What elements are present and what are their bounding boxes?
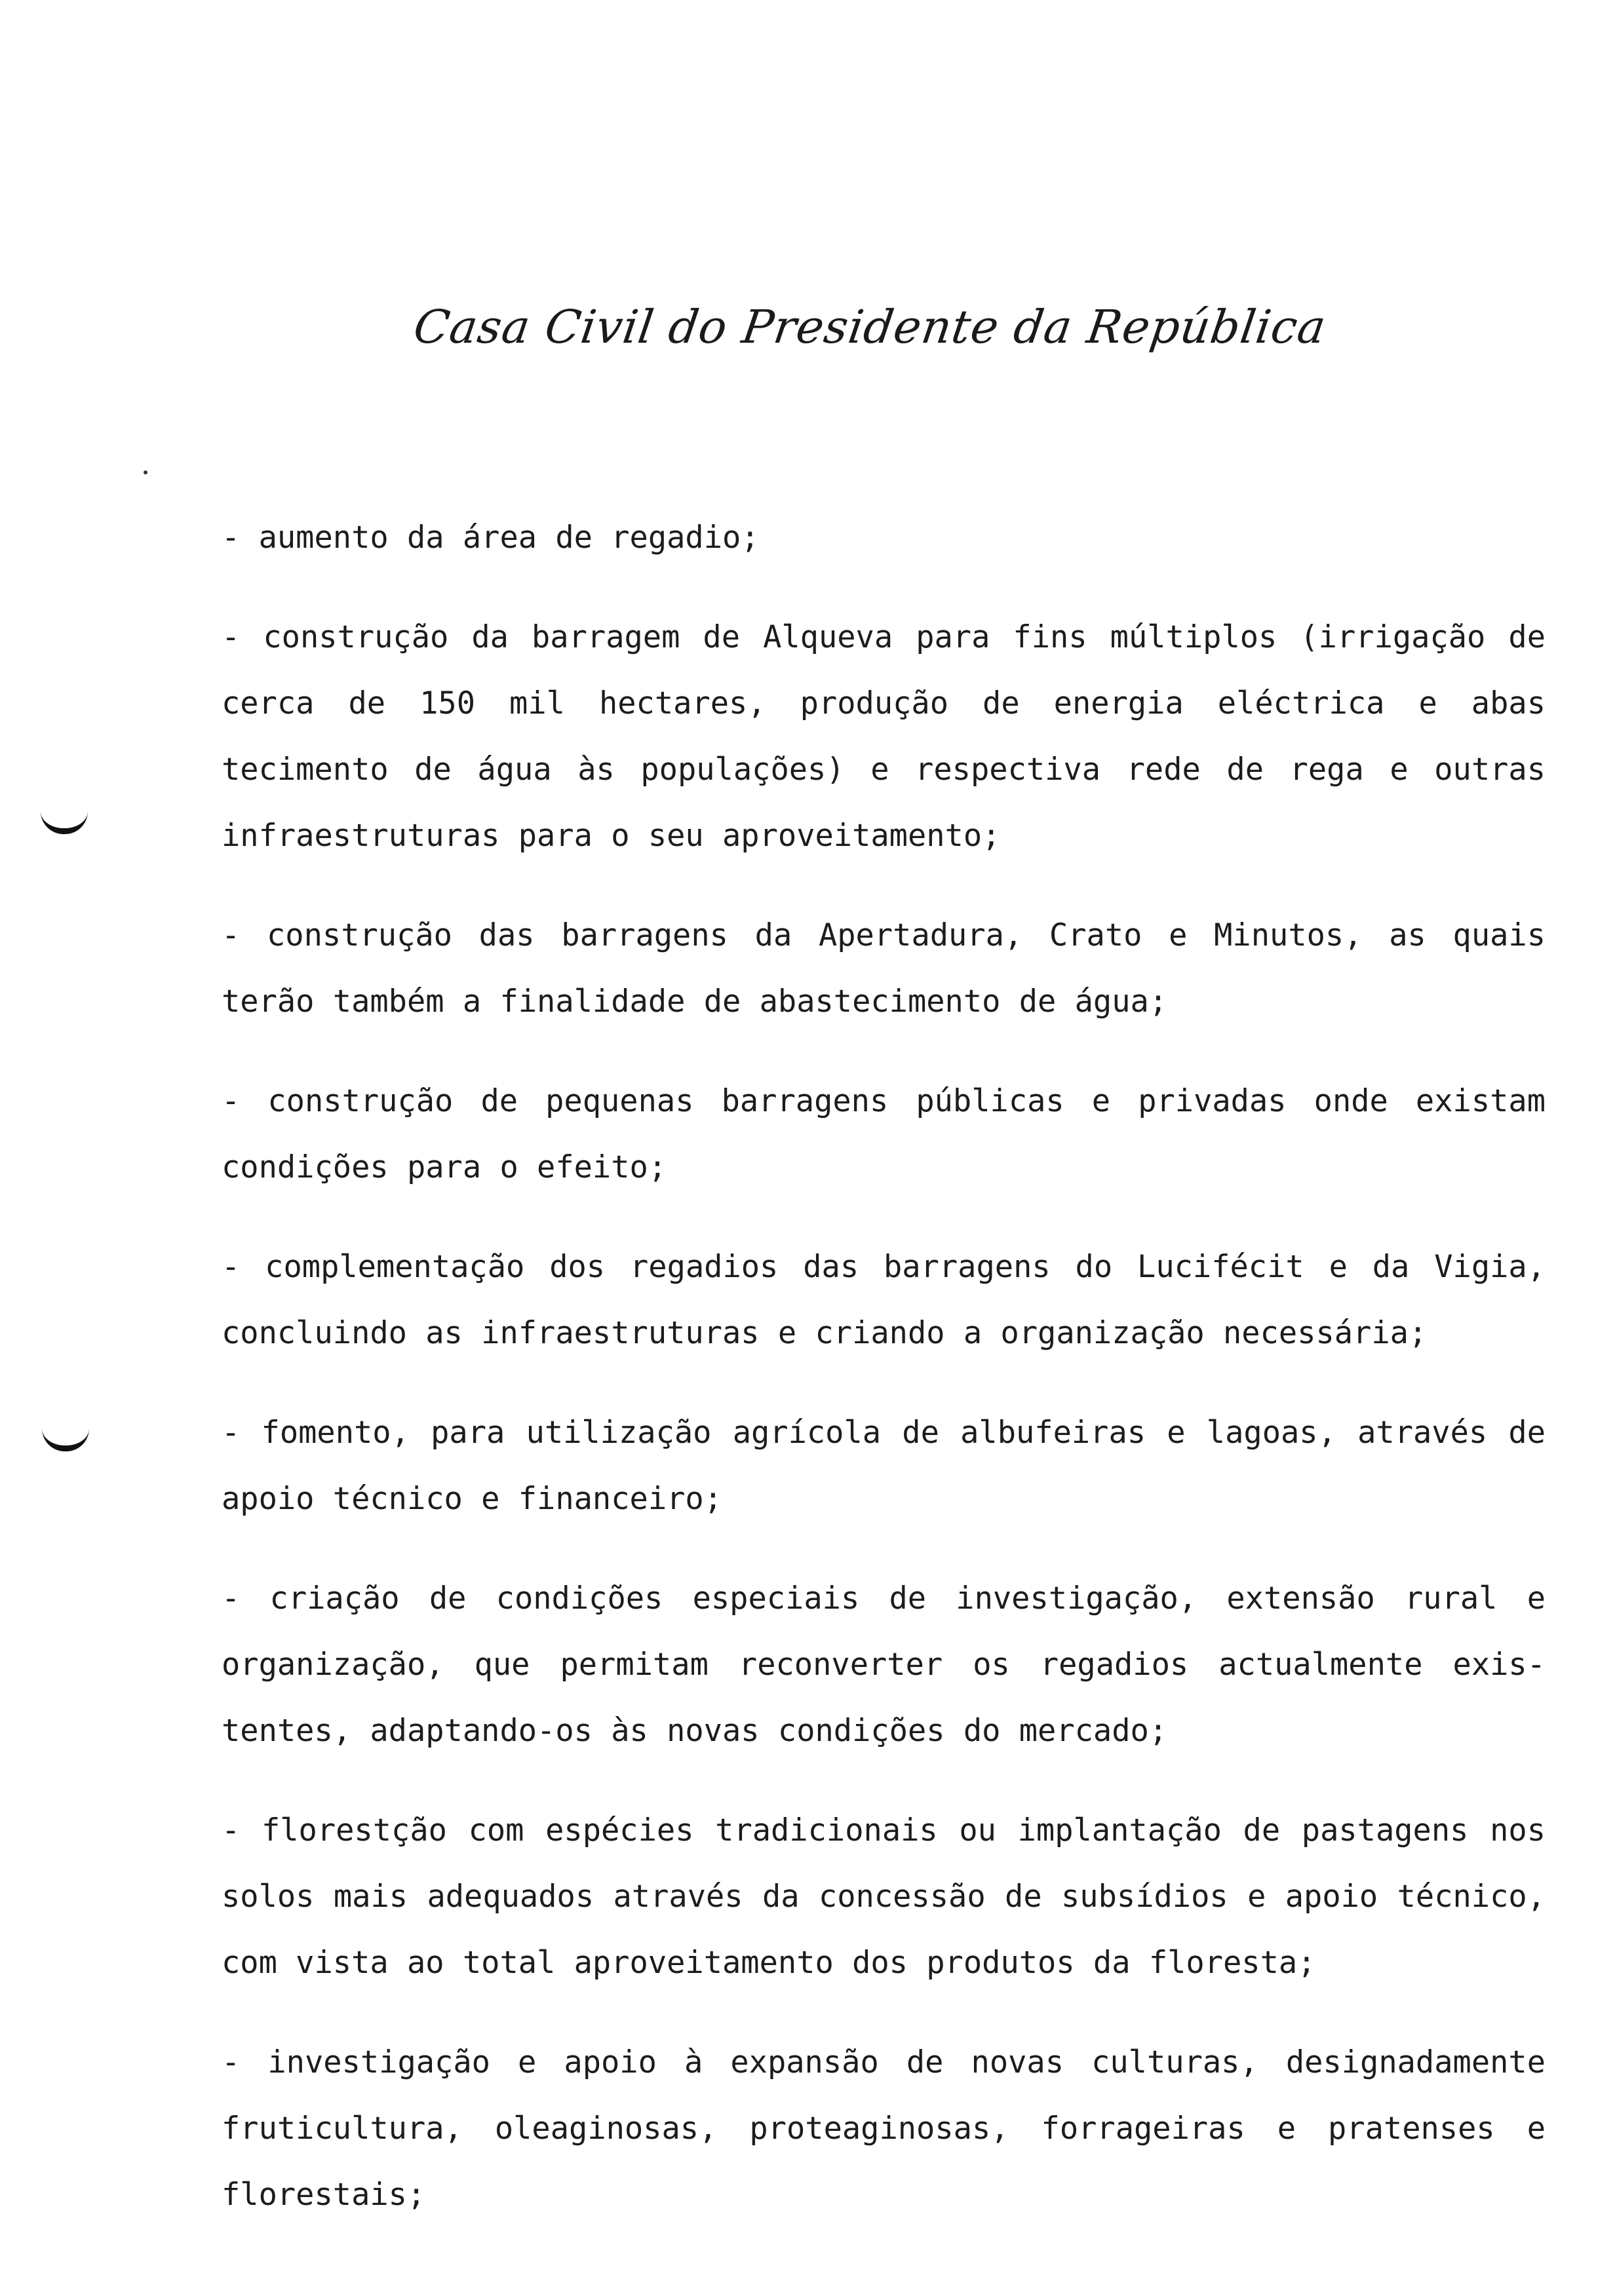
document-body	[222, 505, 1546, 2261]
margin-check-mark	[42, 1428, 89, 1451]
letterhead	[0, 300, 1615, 354]
list-item: - criação de condições especiais de investigação, extensão rural e organização, que permitam reconverter os regadios actualmente exis- tentes, adaptando-os às novas condições do mercado;	[222, 1580, 1546, 1749]
list-item: - complementação dos regadios das barragens do Lucifécit e da Vigia, concluindo as infraestruturas e criando a organização necessária;	[222, 1249, 1546, 1351]
margin-check-mark	[41, 811, 88, 834]
list-item: - fomento, para utilização agrícola de albufeiras e lagoas, através de apoio técnico e financeiro;	[222, 1415, 1546, 1517]
list-item: - investigação e apoio à expansão de novas culturas, designadamente fruticultura, oleaginosas, proteaginosas, forrageiras e pratenses e florestais;	[222, 2044, 1546, 2213]
list-item: - construção de pequenas barragens públicas e privadas onde existam condições para o efeito;	[222, 1083, 1546, 1185]
list-item: - aumento da área de regadio;	[222, 520, 760, 556]
speck-mark	[144, 470, 147, 474]
list-item: - construção da barragem de Alqueva para fins múltiplos (irrigação de cerca de 150 mil hectares, produção de energia eléctrica e abas tecimento de água às populações) e respectiva rede de rega e outras infraestruturas para o seu aproveitamento;	[222, 619, 1546, 854]
list-item: - construção das barragens da Apertadura, Crato e Minutos, as quais terão também a finalidade de abastecimento de água;	[222, 917, 1546, 1020]
list-item: - florestção com espécies tradicionais ou implantação de pastagens nos solos mais adequados através da concessão de subsídios e apoio técnico, com vista ao total aproveitamento dos produtos da floresta;	[222, 1812, 1546, 1981]
letterhead-text: Casa Civil do Presidente da República	[410, 300, 1330, 354]
